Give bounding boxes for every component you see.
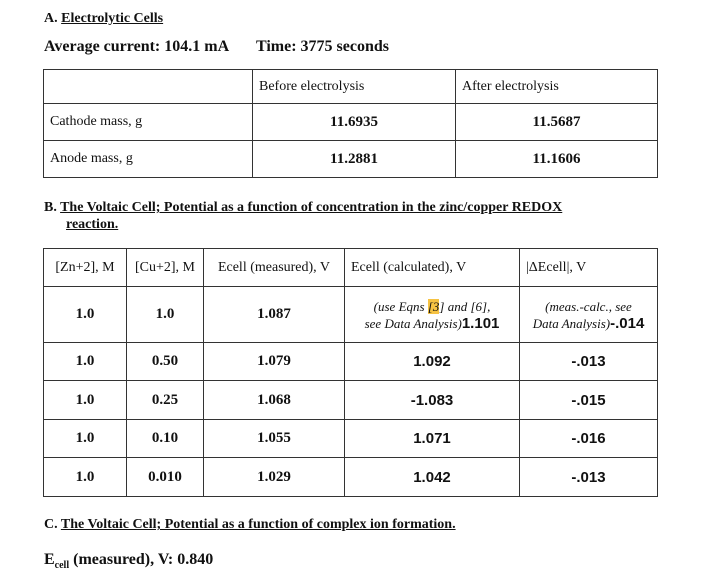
section-c-title: The Voltaic Cell; Potential as a function of complex ion formation. <box>60 517 456 532</box>
delta-ecell-value: -.013 <box>520 458 658 497</box>
row-label: Anode mass, g <box>44 141 253 178</box>
zn-value: 1.0 <box>44 343 127 381</box>
header-ecell-calculated: Ecell (calculated), V <box>345 249 520 287</box>
table-row <box>44 458 658 497</box>
section-c-letter: C. <box>44 517 58 532</box>
delta-note-cell <box>520 287 658 343</box>
table-row <box>44 343 658 381</box>
header-delta-ecell: |ΔEcell|, V <box>520 249 658 287</box>
cu-value: 1.0 <box>127 287 204 343</box>
table-row <box>44 420 658 458</box>
current-time-line <box>44 38 389 56</box>
delta-ecell-value: -.013 <box>520 343 658 381</box>
ecalc-note-cell <box>345 287 520 343</box>
cathode-before: 11.6935 <box>253 104 456 141</box>
section-b-heading <box>44 199 562 233</box>
section-b-letter: B. <box>44 200 57 215</box>
table-header-row <box>44 249 658 287</box>
anode-before: 11.2881 <box>253 141 456 178</box>
ecell-measured-line <box>44 551 213 571</box>
delta-note-line2: Data Analysis) <box>532 315 611 331</box>
delta-note-line1: (meas.-calc., see <box>545 298 632 314</box>
electrolysis-time: Time: 3775 seconds <box>255 38 390 55</box>
section-a-letter: A. <box>44 11 58 26</box>
cathode-after: 11.5687 <box>456 104 658 141</box>
header-blank <box>44 70 253 104</box>
delta-ecell-value: -.016 <box>520 420 658 458</box>
table-row <box>44 141 658 178</box>
zn-value: 1.0 <box>44 381 127 420</box>
delta-value: -.014 <box>610 314 645 332</box>
table-row <box>44 287 658 343</box>
ecell-measured-value: 1.029 <box>204 458 345 497</box>
zn-value: 1.0 <box>44 458 127 497</box>
average-current: Average current: 104.1 mA <box>44 38 229 55</box>
ecell-calculated-value: 1.042 <box>345 458 520 497</box>
row-label: Cathode mass, g <box>44 104 253 141</box>
cu-value: 0.010 <box>127 458 204 497</box>
electrolysis-table <box>43 69 658 178</box>
voltaic-table <box>43 248 658 497</box>
section-a-title: Electrolytic Cells <box>61 11 164 26</box>
ecell-measured-value: 1.079 <box>204 343 345 381</box>
eqn-highlight: [3 <box>427 298 440 314</box>
ecell-calculated-value: 1.092 <box>345 343 520 381</box>
table-row <box>44 381 658 420</box>
zn-value: 1.0 <box>44 287 127 343</box>
anode-after: 11.1606 <box>456 141 658 178</box>
ecalc-note-pre: (use Eqns <box>373 298 428 314</box>
ecell-subscript: cell <box>54 560 70 572</box>
ecell-measured-text: (measured), V: 0.840 <box>69 551 214 568</box>
header-before: Before electrolysis <box>253 70 456 104</box>
table-row <box>44 104 658 141</box>
header-after: After electrolysis <box>456 70 658 104</box>
section-b-title-line1: The Voltaic Cell; Potential as a function of concentration in the zinc/copper REDOX <box>60 200 563 215</box>
zn-value: 1.0 <box>44 420 127 458</box>
ecell-calculated-value: -1.083 <box>345 381 520 420</box>
table-header-row <box>44 70 658 104</box>
ecell-calculated-value: 1.071 <box>345 420 520 458</box>
delta-ecell-value: -.015 <box>520 381 658 420</box>
ecalc-note-post: ] and [6], <box>439 298 491 314</box>
cu-value: 0.50 <box>127 343 204 381</box>
ecell-measured-value: 1.055 <box>204 420 345 458</box>
section-b-title-line2: reaction. <box>66 217 119 232</box>
cu-value: 0.25 <box>127 381 204 420</box>
header-cu: [Cu+2], M <box>127 249 204 287</box>
section-a-heading <box>44 11 163 27</box>
cu-value: 0.10 <box>127 420 204 458</box>
header-ecell-measured: Ecell (measured), V <box>204 249 345 287</box>
ecell-measured-value: 1.068 <box>204 381 345 420</box>
header-zn: [Zn+2], M <box>44 249 127 287</box>
ecell-measured-value: 1.087 <box>204 287 345 343</box>
ecell-symbol: E <box>44 551 55 568</box>
ecalc-note-line2: see Data Analysis) <box>364 315 462 331</box>
section-c-heading <box>44 517 456 533</box>
ecalc-value: 1.101 <box>461 314 500 332</box>
